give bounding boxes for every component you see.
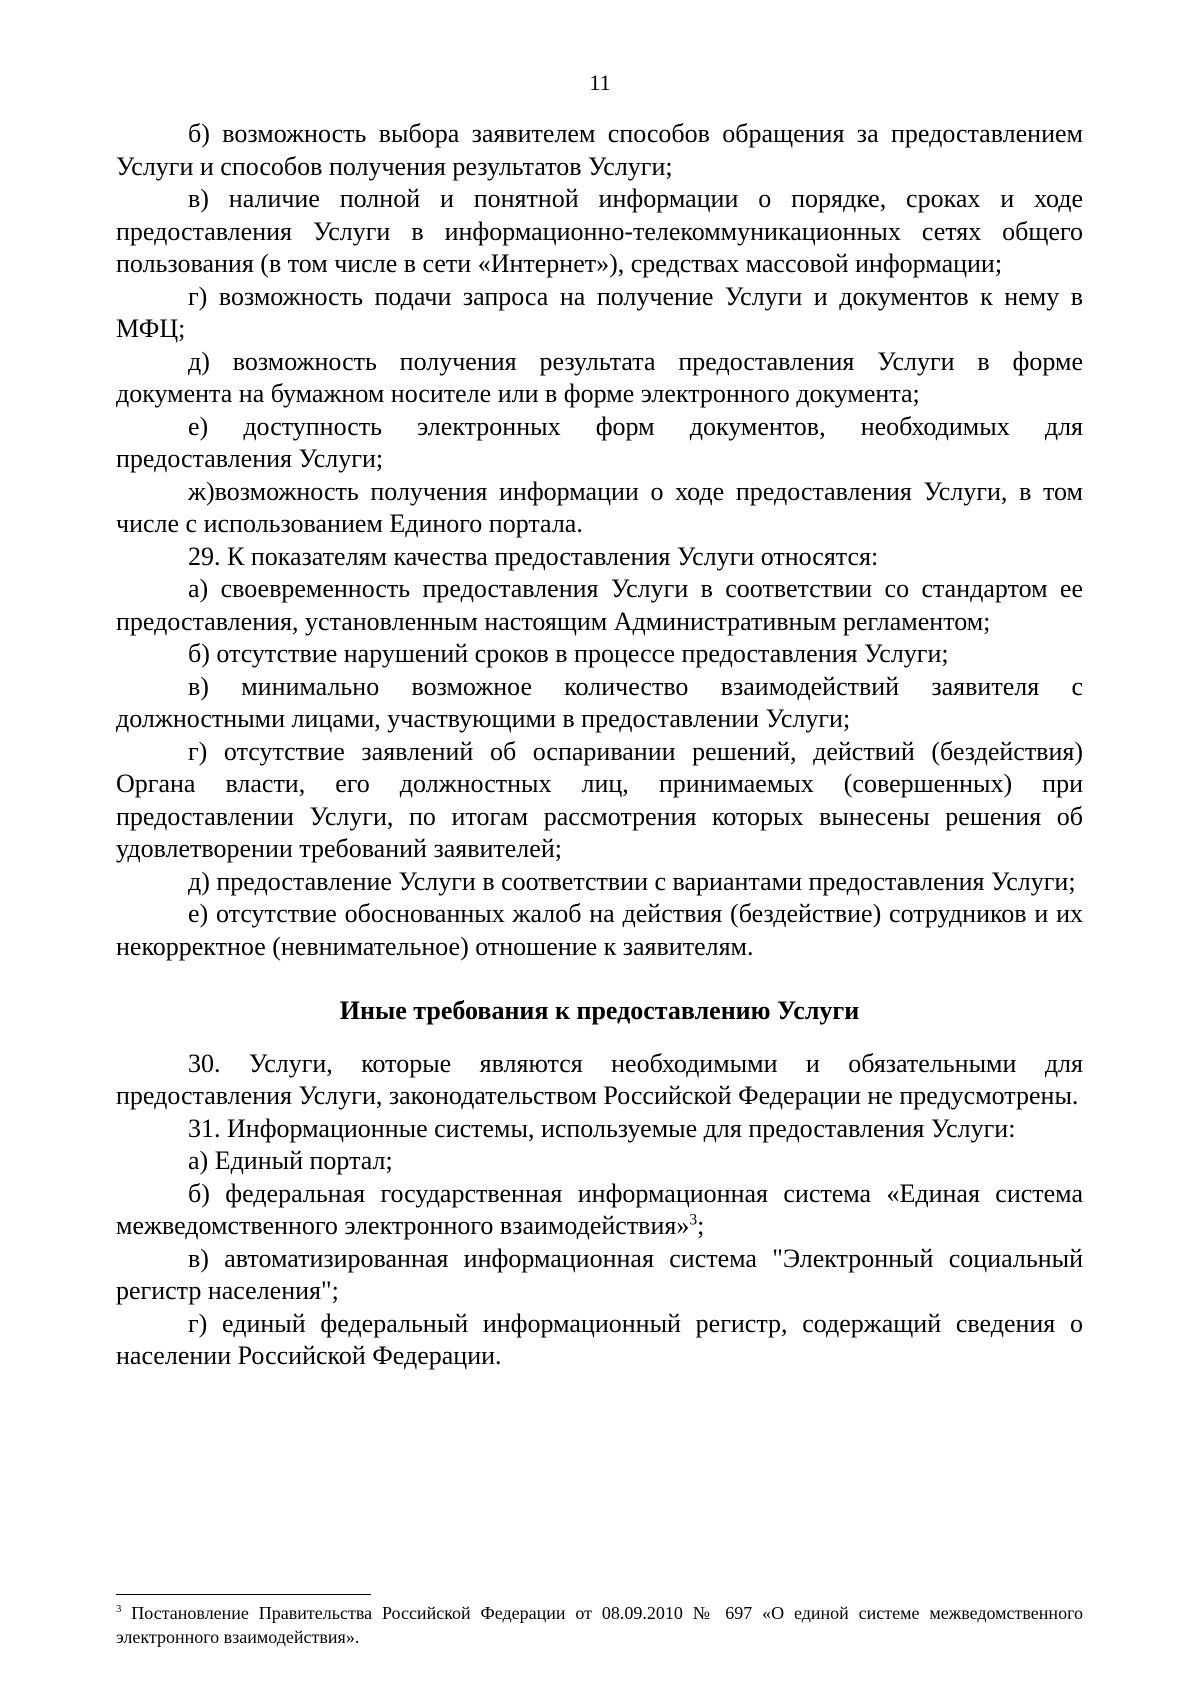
paragraph: в) автоматизированная информационная система "Электронный социальный регистр населения"; xyxy=(116,1243,1083,1305)
document-body xyxy=(116,118,1083,1373)
paragraph: е) доступность электронных форм документов, необходимых для предоставления Услуги; xyxy=(116,411,1083,473)
paragraph: ж)возможность получения информации о ходе предоставления Услуги, в том числе с использованием Единого портала. xyxy=(116,476,1083,538)
paragraph: е) отсутствие обоснованных жалоб на действия (бездействие) сотрудников и их некорректное (невнимательное) отношение к заявителям. xyxy=(116,899,1083,961)
paragraph: а) своевременность предоставления Услуги в соответствии со стандартом ее предоставления, установленным настоящим Административным регламентом; xyxy=(116,574,1083,636)
paragraph: д) возможность получения результата предоставления Услуги в форме документа на бумажном носителе или в форме электронного документа; xyxy=(116,346,1083,408)
page-number: 11 xyxy=(589,70,611,95)
paragraph-with-footnote xyxy=(116,1178,1083,1243)
paragraph: в) минимально возможное количество взаимодействий заявителя с должностными лицами, участвующими в предоставлении Услуги; xyxy=(116,671,1083,733)
footnote-reference: 3 xyxy=(689,1211,698,1229)
footnote xyxy=(116,1601,1083,1649)
paragraph: г) отсутствие заявлений об оспаривании решений, действий (бездействия) Органа власти, его должностных лиц, принимаемых (совершенных) при предоставлении Услуги, по итогам рассмотрения которых вынесены решения об удовлетворении требований заявителей; xyxy=(116,736,1083,863)
paragraph: в) наличие полной и понятной информации о порядке, сроках и ходе предоставления Услуги в информационно-телекоммуникационных сетях общего пользования (в том числе в сети «Интернет»), средствах массовой информации; xyxy=(116,184,1083,278)
paragraph: д) предоставление Услуги в соответствии с вариантами предоставления Услуги; xyxy=(188,866,1076,896)
section-heading: Иные требования к предоставлению Услуги xyxy=(339,996,860,1025)
footnote-marker: 3 xyxy=(116,1603,122,1615)
footnote-divider xyxy=(116,1594,371,1595)
paragraph-tail: ; xyxy=(697,1211,705,1240)
paragraph-text: б) федеральная государственная информационная система «Единая система межведомственного электронного взаимодействия» xyxy=(116,1178,1083,1240)
paragraph: 31. Информационные системы, используемые для предоставления Услуги: xyxy=(188,1113,1016,1143)
paragraph: 30. Услуги, которые являются необходимыми и обязательными для предоставления Услуги, законодательством Российской Федерации не предусмотрены. xyxy=(116,1048,1083,1110)
paragraph: 29. К показателям качества предоставления Услуги относятся: xyxy=(188,541,879,571)
footnote-text: Постановление Правительства Российской Федерации от 08.09.2010 № 697 «О единой системе межведомственного электронного взаимодействия». xyxy=(116,1603,1083,1647)
paragraph: г) единый федеральный информационный регистр, содержащий сведения о населении Российской Федерации. xyxy=(116,1308,1083,1370)
paragraph: б) возможность выбора заявителем способов обращения за предоставлением Услуги и способов получения результатов Услуги; xyxy=(116,119,1083,181)
paragraph: г) возможность подачи запроса на получение Услуги и документов к нему в МФЦ; xyxy=(116,281,1083,343)
paragraph: б) отсутствие нарушений сроков в процессе предоставления Услуги; xyxy=(188,639,949,668)
paragraph: а) Единый портал; xyxy=(188,1146,393,1175)
